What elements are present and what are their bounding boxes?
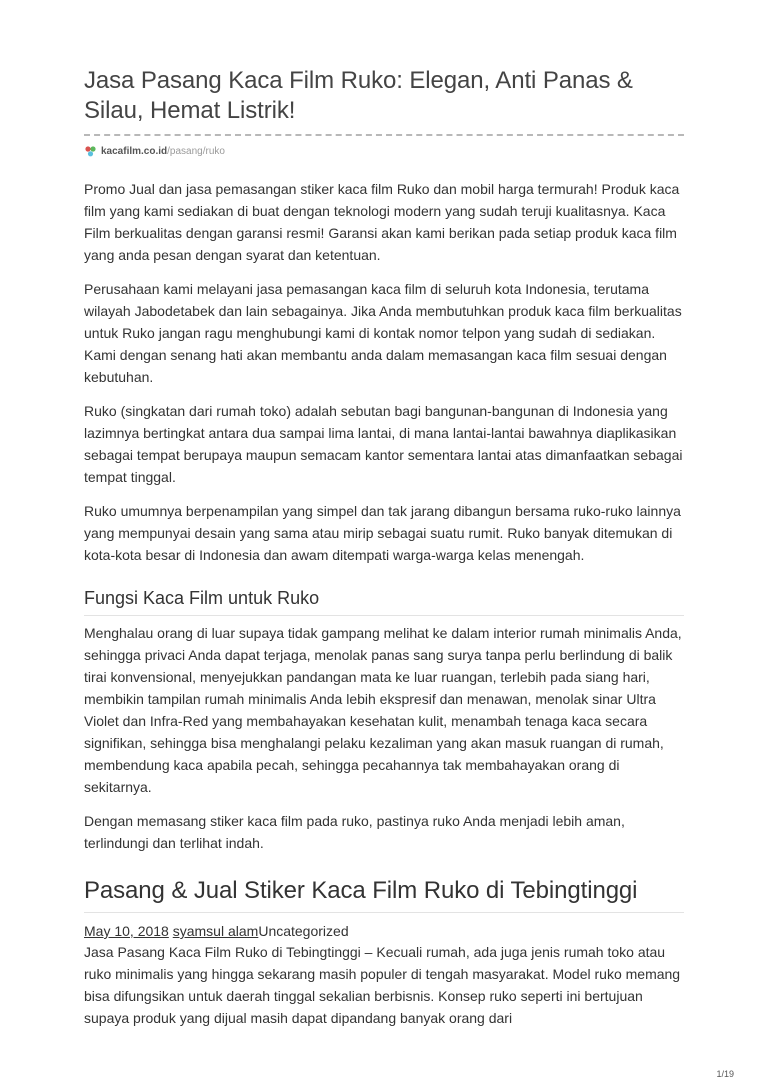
document-page bbox=[84, 66, 686, 1029]
section-heading-fungsi: Fungsi Kaca Film untuk Ruko bbox=[84, 588, 320, 608]
post-meta bbox=[84, 921, 686, 941]
site-favicon-icon bbox=[84, 145, 97, 158]
intro-paragraph-4: Ruko umumnya berpenampilan yang simpel dan tak jarang dibangun bersama ruko-ruko lainnya yang mempunyai desain yang sama atau mirip sebagai suatu rumit. Ruko banyak ditemukan di kota-kota besar di Indonesia dan awam ditempati warga-warga kelas menengah. bbox=[84, 503, 681, 563]
dashed-divider bbox=[84, 134, 684, 136]
post-author-link[interactable]: syamsul alam bbox=[172, 923, 259, 939]
fungsi-paragraph-1: Menghalau orang di luar supaya tidak gampang melihat ke dalam interior rumah minimalis Anda, sehingga privaci Anda dapat terjaga, menolak panas sang surya tanpa perlu berlindung di balik tirai konvensional, menyejukkan pandangan mata ke luar ruangan, terlebih pada siang hari, membikin tampilan rumah minimalis Anda lebih ekspresif dan menawan, menolak sinar Ultra Violet dan Infra-Red yang membahayakan kesehatan kulit, menambah tenaga kaca secara signifikan, sehingga bisa menghalangi pelaku kezaliman yang akan masuk ruangan di rumah, membendung kaca apabila pecah, sehingga pecahannya tak membahayakan orang di sekitarnya. bbox=[84, 625, 682, 795]
section-divider-2 bbox=[84, 912, 684, 913]
section-divider bbox=[84, 615, 684, 616]
intro-paragraph-1: Promo Jual dan jasa pemasangan stiker kaca film Ruko dan mobil harga termurah! Produk kaca film yang kami sediakan di buat dengan teknologi modern yang sudah teruji kualitasnya. Kaca Film berkualitas dengan garansi resmi! Garansi akan kami berikan pada setiap produk kaca film yang anda pesan dengan syarat dan ketentuan. bbox=[84, 181, 680, 263]
post-date-link[interactable]: May 10, 2018 bbox=[84, 923, 169, 939]
post-category: Uncategorized bbox=[258, 923, 349, 939]
section-heading-tebingtinggi: Pasang & Jual Stiker Kaca Film Ruko di Tebingtinggi bbox=[84, 877, 638, 904]
source-line[interactable] bbox=[84, 144, 686, 158]
intro-paragraph-2: Perusahaan kami melayani jasa pemasangan kaca film di seluruh kota Indonesia, terutama wilayah Jabodetabek dan lain sebagainya. Jika Anda membutuhkan produk kaca film berkualitas untuk Ruko jangan ragu menghubungi kami di kontak nomor telpon yang sudah di sediakan. Kami dengan senang hati akan membantu anda dalam memasangan kaca film sesuai dengan kebutuhan. bbox=[84, 281, 682, 385]
document-title: Jasa Pasang Kaca Film Ruko: Elegan, Anti Panas & Silau, Hemat Listrik! bbox=[84, 67, 633, 124]
source-domain[interactable]: kacafilm.co.id bbox=[101, 145, 168, 157]
page-number: 1/19 bbox=[716, 1069, 734, 1079]
tebingtinggi-paragraph: Jasa Pasang Kaca Film Ruko di Tebingtinggi – Kecuali rumah, ada juga jenis rumah toko atau ruko minimalis yang hingga sekarang masih populer di tengah masyarakat. Model ruko memang bisa difungsikan untuk daerah tinggal sekalian berbisnis. Konsep ruko seperti ini bertujuan supaya produk yang dijual masih dapat dipandang banyak orang dari bbox=[84, 944, 681, 1026]
source-path[interactable]: /pasang/ruko bbox=[167, 145, 225, 157]
intro-paragraph-3: Ruko (singkatan dari rumah toko) adalah sebutan bagi bangunan-bangunan di Indonesia yang lazimnya bertingkat antara dua sampai lima lantai, di mana lantai-lantai bawahnya diaplikasikan sebagai tempat berupaya maupun semacam kantor sementara lantai atas dimanfaatkan sebagai tempat tinggal. bbox=[84, 403, 683, 485]
fungsi-paragraph-2: Dengan memasang stiker kaca film pada ruko, pastinya ruko Anda menjadi lebih aman, terlindungi dan terlihat indah. bbox=[84, 813, 625, 851]
